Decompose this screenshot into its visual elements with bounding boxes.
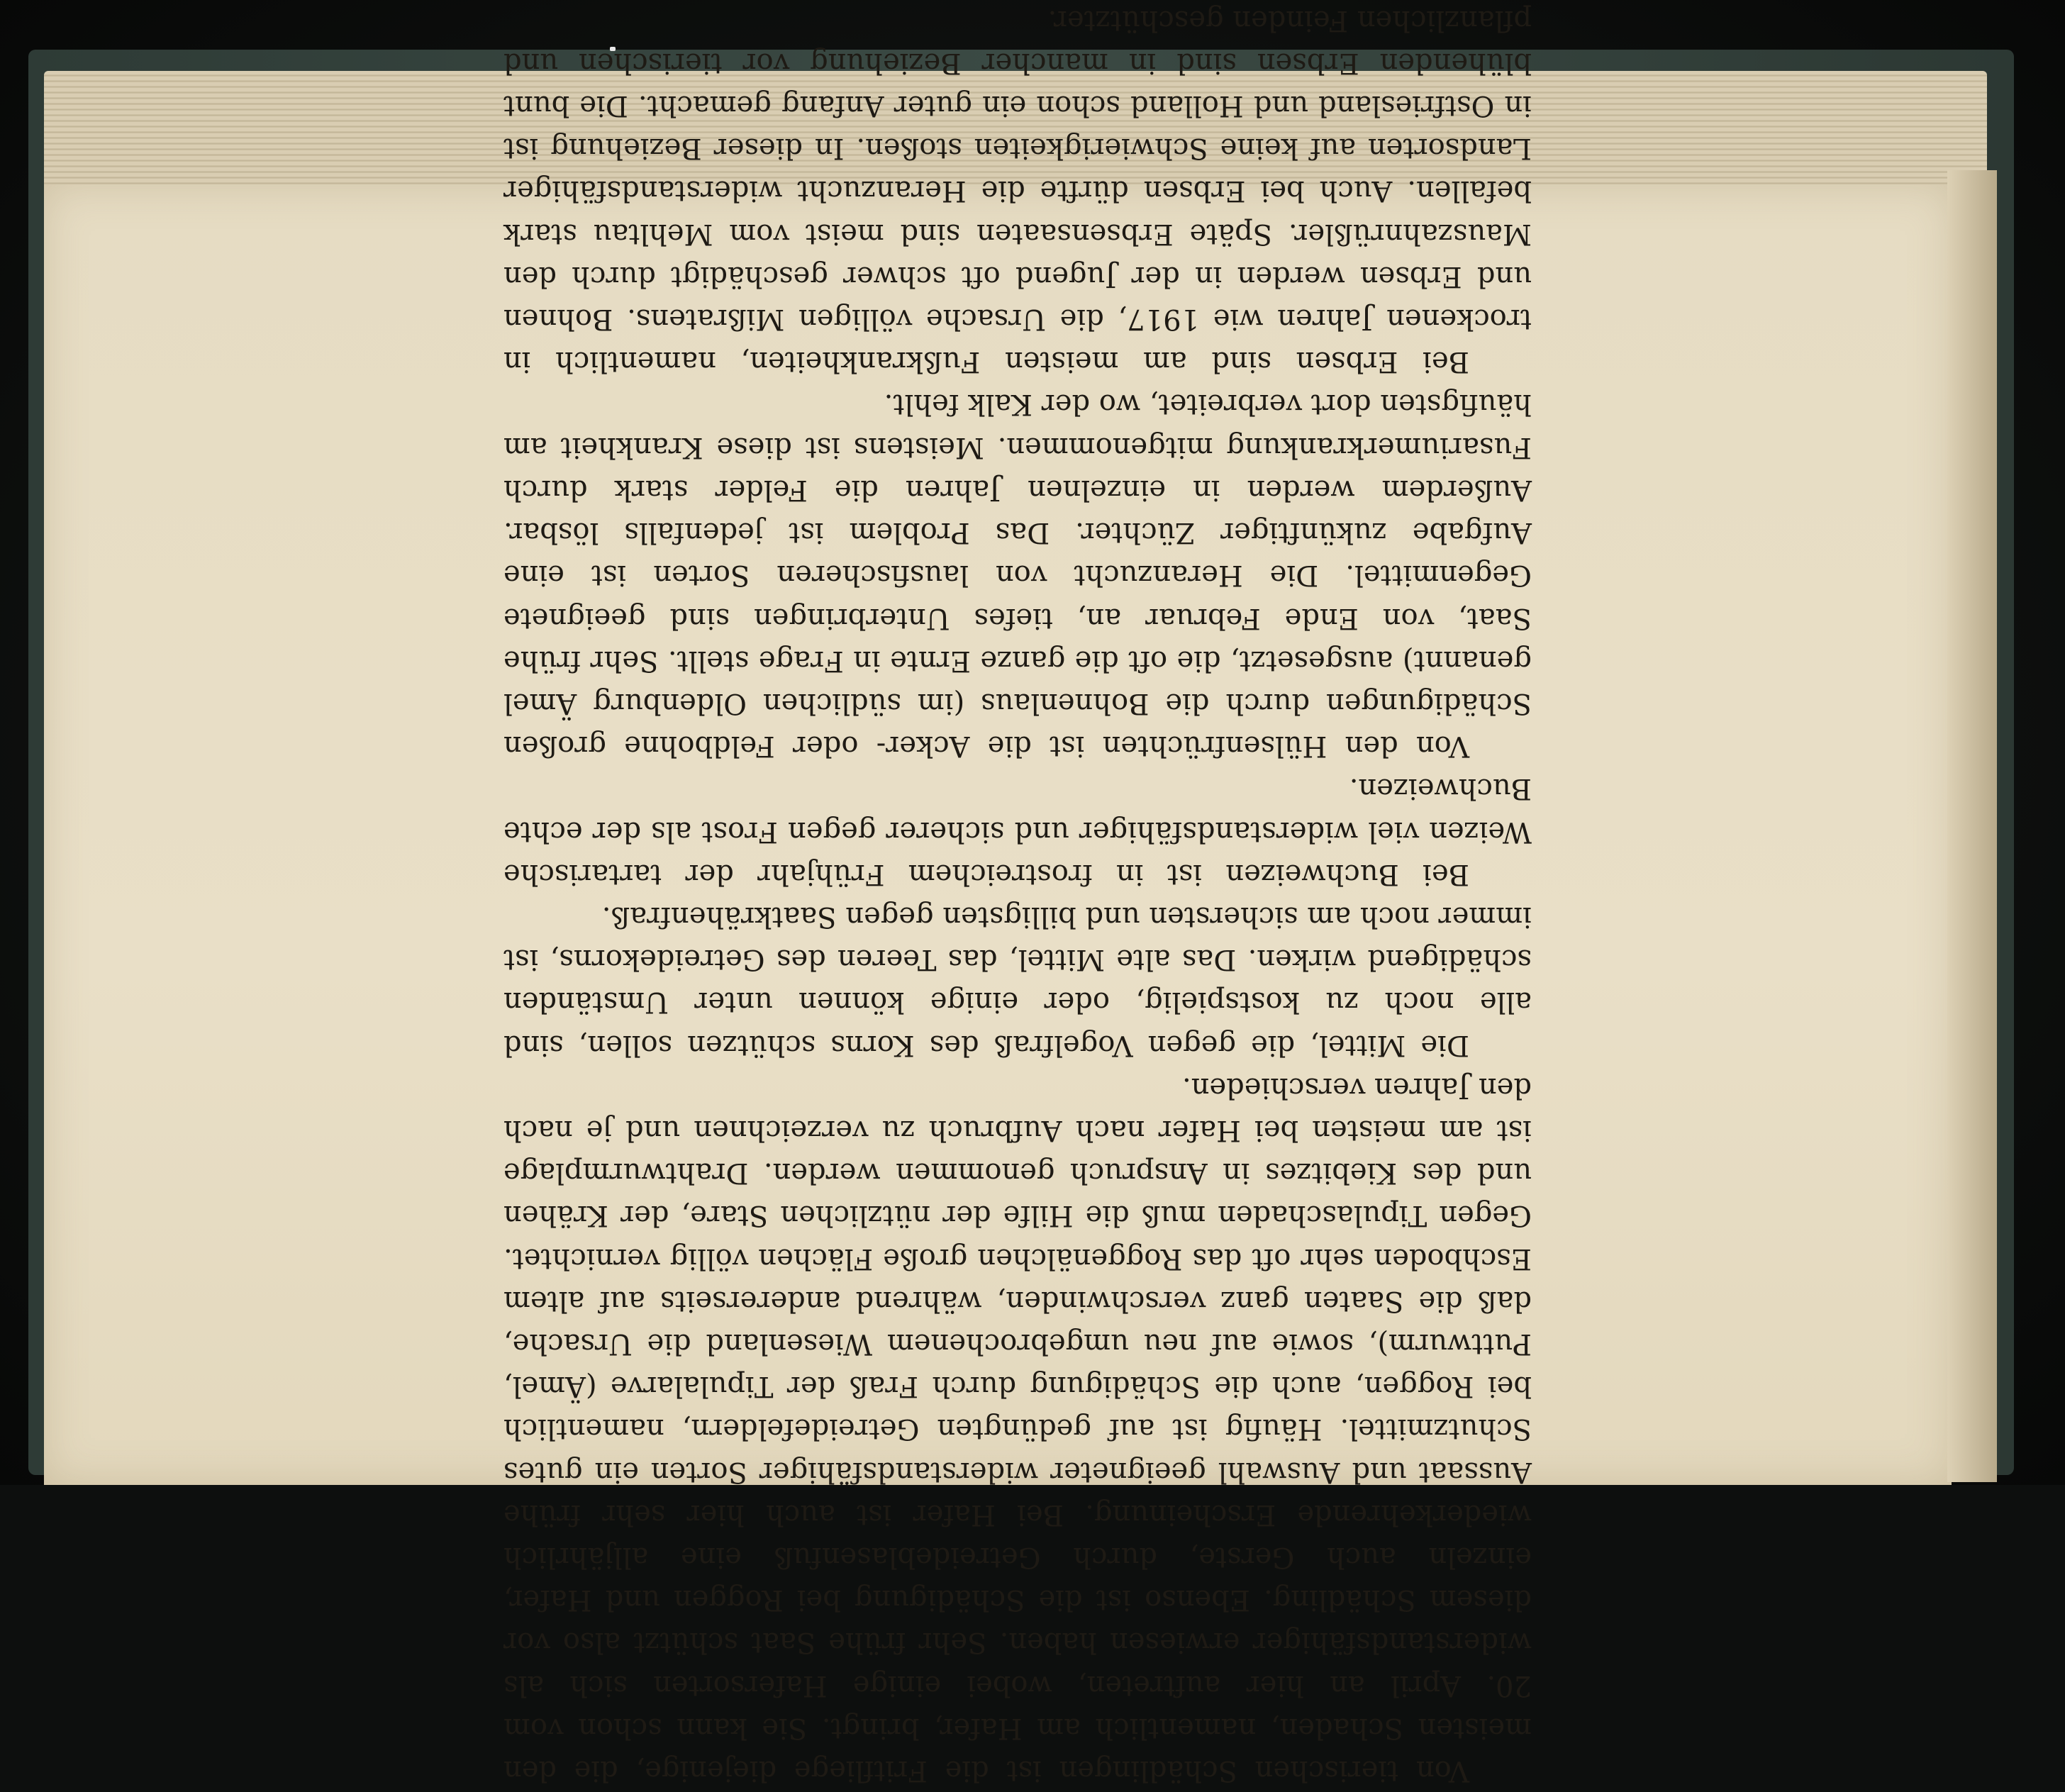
page-gutter [1947, 170, 1997, 1482]
page-text-block [503, 0, 1532, 1792]
paragraph-5: Bei Erbsen sind am meisten Fußkrankheiten, namentlich in trockenen Jahren wie 1917, die Ursache völligen Mißratens. Bohnen und Erbsen werden in der Jugend oft schwer geschädigt durch den Mauszahnrüßler. Späte Erbsensaaten sind meist vom Mehltau stark befallen. Auch bei Erbsen dürfte die Heranzucht widerstandsfähiger Landsorten auf keine Schwierigkeiten stoßen. In dieser Beziehung ist in Ostfriesland und Holland schon ein guter Anfang gemacht. Die bunt blühenden Erbsen sind in mancher Beziehung vor tierischen und pflanzlichen Feinden geschützter. [503, 4, 1532, 379]
paragraph-3: Bei Buchweizen ist in frostreichem Frühjahr der tartarische Weizen viel widerstandsfähiger und sicherer gegen Frost als der echte Buchweizen. [503, 772, 1532, 891]
paragraph-2: Die Mittel, die gegen Vogelfraß des Korns schützen sollen, sind alle noch zu kostspielig, oder einige können unter Umständen schädigend wirken. Das alte Mittel, das Teeren des Getreidekorns, ist immer noch am sichersten und billigsten gegen Saatkrähenfraß. [503, 900, 1532, 1062]
paragraph-1: Von tierischen Schädlingen ist die Fritfliege diejenige, die den meisten Schaden, namentlich am Hafer, bringt. Sie kann schon vom 20. April an hier auftreten, wobei einige Hafersorten sich als widerstandsfähiger erwiesen haben. Sehr frühe Saat schützt also vor diesem Schädling. Ebenso ist die Schädigung bei Roggen und Hafer, einzeln auch Gerste, durch Getreideblasenfuß eine alljährlich wiederkehrende Erscheinung. Bei Hafer ist auch hier sehr frühe Aussaat und Auswahl geeigneter widerstandsfähiger Sorten ein gutes Schutzmittel. Häufig ist auf gedüngten Getreidefeldern, namentlich bei Roggen, auch die Schädigung durch Fraß der Tipulalarve (Ämel, Puttwurm), sowie auf neu umgebrochenem Wiesenland die Ursache, daß die Saaten ganz verschwinden, während andererseits auf altem Eschboden sehr oft das Roggenälchen große Flächen völlig vernichtet. Gegen Tipulaschaden muß die Hilfe der nützlichen Stare, der Krähen und des Kiebitzes in Anspruch genommen werden. Drahtwurmplage ist am meisten bei Hafer nach Aufbruch zu verzeichnen und je nach den Jahren verschieden. [503, 1071, 1532, 1787]
paragraph-4: Von den Hülsenfrüchten ist die Acker- oder Feldbohne großen Schädigungen durch die Bohnenlaus (im südlichen Oldenburg Ämel genannt) ausgesetzt, die oft die ganze Ernte in Frage stellt. Sehr frühe Saat, von Ende Februar an, tiefes Unterbringen sind geeignete Gegenmittel. Die Heranzucht von lausfischeren Sorten ist eine Aufgabe zukünftiger Züchter. Das Problem ist jedenfalls lösbar. Außerdem werden in einzelnen Jahren die Felder stark durch Fusariumerkrankung mitgenommen. Meistens ist diese Krankheit am häufigsten dort verbreitet, wo der Kalk fehlt. [503, 388, 1532, 762]
